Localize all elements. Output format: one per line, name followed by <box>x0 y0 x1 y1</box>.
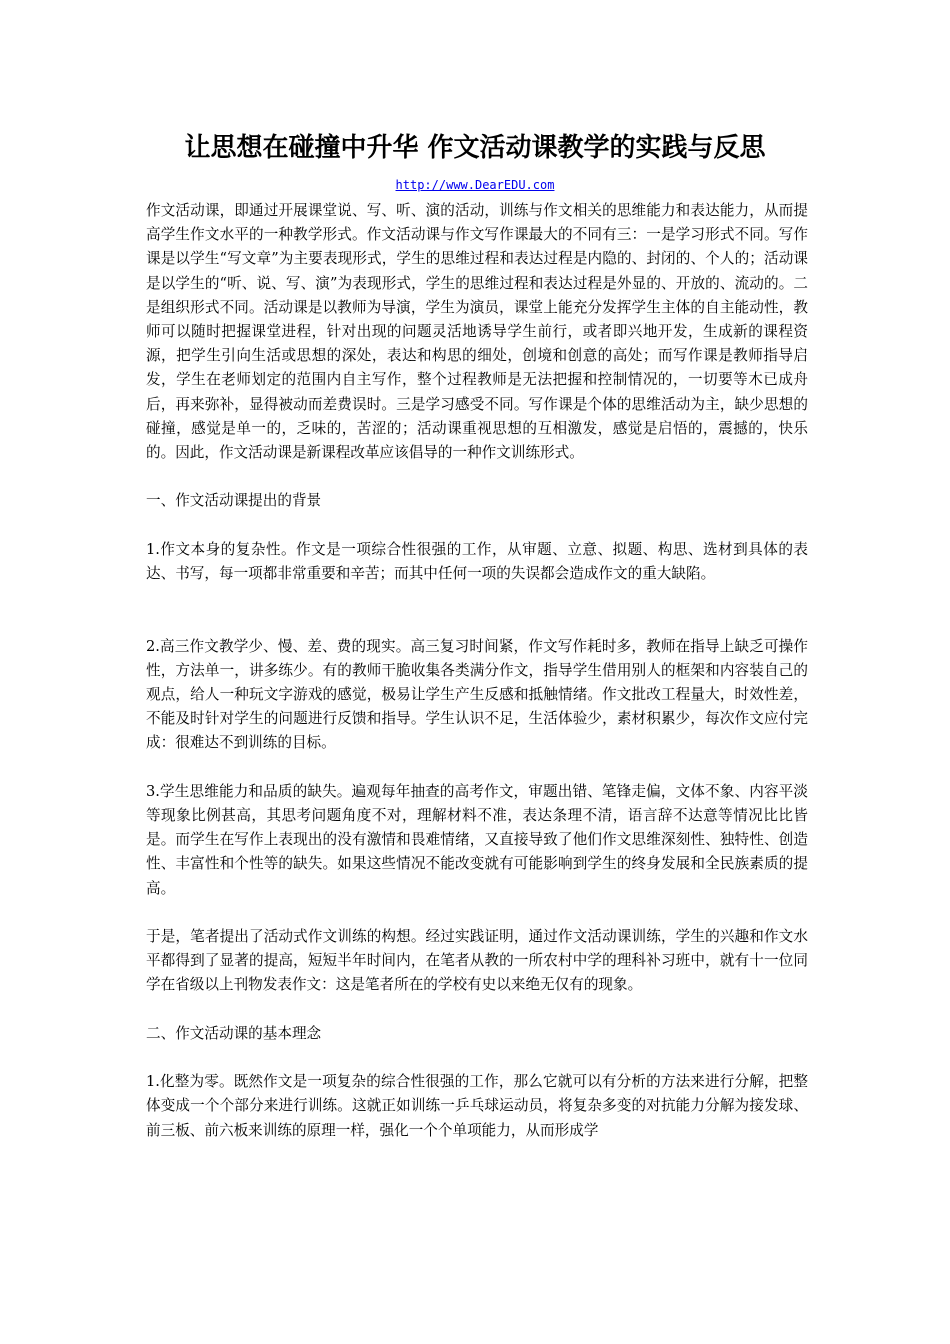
intro-paragraph: 作文活动课，即通过开展课堂说、写、听、演的活动，训练与作文相关的思维能力和表达能力，从而提高学生作文水平的一种教学形式。作文活动课与作文写作课最大的不同有三：一是学习形式不同。写作课是以学生“写文章”为主要表现形式，学生的思维过程和表达过程是内隐的、封闭的、个人的；活动课是以学生的“听、说、写、演”为表现形式，学生的思维过程和表达过程是外显的、开放的、流动的。二是组织形式不同。活动课是以教师为导演，学生为演员，课堂上能充分发挥学生主体的自主能动性，教师可以随时把握课堂进程，针对出现的问题灵活地诱导学生前行，或者即兴地开发，生成新的课程资源，把学生引向生活或思想的深处，表达和构思的细处，创境和创意的高处；而写作课是教师指导启发，学生在老师划定的范围内自主写作，整个过程教师是无法把握和控制情况的，一切要等木已成舟后，再来弥补，显得被动而差费误时。三是学习感受不同。写作课是个体的思维活动为主，缺少思想的碰撞，感觉是单一的，乏味的，苦涩的；活动课重视思想的互相激发，感觉是启悟的，震撼的，快乐的。因此，作文活动课是新课程改革应该倡导的一种作文训练形式。 <box>146 202 808 462</box>
paragraph-spacer <box>146 1046 808 1070</box>
background-point-3: 3.学生思维能力和品质的缺失。遍观每年抽查的高考作文，审题出错、笔锋走偏，文体不象、内容平淡等现象比例甚高，其思考问题角度不对，理解材料不准，表达条理不清，语言辞不达意等情况比比皆是。而学生在写作上表现出的没有激情和畏难情绪，又直接导致了他们作文思维深刻性、独特性、创造性、丰富性和个性等的缺失。如果这些情况不能改变就有可能影响到学生的终身发展和全民族素质的提高。 <box>146 782 808 897</box>
section-heading-background: 一、作文活动课提出的背景 <box>146 492 322 510</box>
article-body <box>146 199 808 1143</box>
paragraph-spacer <box>146 901 808 925</box>
conclusion-paragraph: 于是，笔者提出了活动式作文训练的构想。经过实践证明，通过作文活动课训练，学生的兴趣和作文水平都得到了显著的提高，短短半年时间内，在笔者从教的一所农村中学的理科补习班中，就有十一位同学在省级以上刊物发表作文：这是笔者所在的学校有史以来绝无仅有的现象。 <box>146 928 808 994</box>
paragraph-spacer <box>146 586 808 610</box>
background-point-1: 1.作文本身的复杂性。作文是一项综合性很强的工作，从审题、立意、拟题、构思、选材到具体的表达、书写，每一项都非常重要和辛苦；而其中任何一项的失误都会造成作文的重大缺陷。 <box>146 540 808 583</box>
article-title: 让思想在碰撞中升华 作文活动课教学的实践与反思 <box>184 133 766 163</box>
paragraph-spacer <box>146 610 808 634</box>
paragraph-spacer <box>146 998 808 1022</box>
background-point-2: 2.高三作文教学少、慢、差、费的现实。高三复习时间紧，作文写作耗时多，教师在指导上缺乏可操作性，方法单一，讲多练少。有的教师干脆收集各类满分作文，指导学生借用别人的框架和内容装自己的观点，给人一种玩文字游戏的感觉，极易让学生产生反感和抵触情绪。作文批改工程量大，时效性差，不能及时针对学生的问题进行反馈和指导。学生认识不足，生活体验少，素材积累少，每次作文应付完成：很难达不到训练的目标。 <box>146 637 808 752</box>
principle-point-1: 1.化整为零。既然作文是一项复杂的综合性很强的工作，那么它就可以有分析的方法来进行分解，把整体变成一个个部分来进行训练。这就正如训练一乒乓球运动员，将复杂多变的对抗能力分解为接发球、前三板、前六板来训练的原理一样，强化一个个单项能力，从而形成学 <box>146 1073 808 1139</box>
paragraph-spacer <box>146 514 808 538</box>
section-heading-principles: 二、作文活动课的基本理念 <box>146 1024 322 1042</box>
paragraph-spacer <box>146 756 808 780</box>
source-link[interactable]: http://www.DearEDU.com <box>395 178 555 192</box>
paragraph-spacer <box>146 465 808 489</box>
